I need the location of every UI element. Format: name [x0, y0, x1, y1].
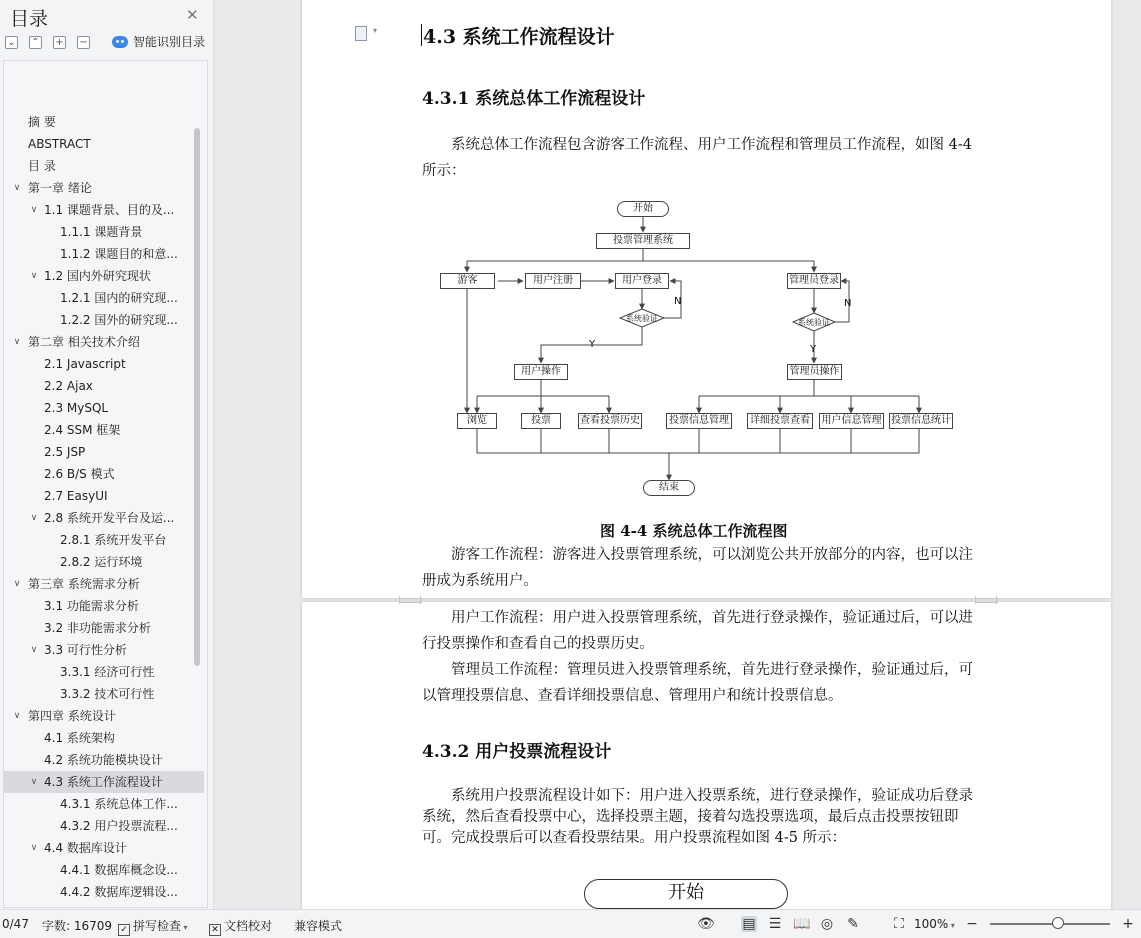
flow-yes-user: Y: [589, 339, 596, 350]
flowchart: [437, 197, 957, 499]
spell-check-button[interactable]: ✓ 拼写检查 ▾: [118, 917, 188, 936]
read-mode-icon[interactable]: 📖: [793, 916, 811, 932]
toc-list[interactable]: [3, 60, 208, 908]
toc-item-label: 1.1.2 课题目的和意...: [60, 247, 178, 261]
status-bar: [0, 909, 1141, 938]
toc-item-label: 1.2.1 国内的研究现...: [60, 291, 178, 305]
paragraph-guest: 游客工作流程：游客进入投票管理系统，可以浏览公共开放部分的内容，也可以注册成为系统用户。: [422, 547, 973, 589]
toc-item[interactable]: [4, 661, 204, 683]
toc-item[interactable]: [4, 771, 204, 793]
toc-item[interactable]: [4, 199, 204, 221]
toc-item-label: 2.3 MySQL: [44, 401, 109, 415]
toc-toolbar: [5, 34, 101, 50]
zoom-out-icon[interactable]: −: [966, 916, 978, 932]
add-level-icon[interactable]: +: [53, 36, 66, 49]
toc-item-label: 4.4.2 数据库逻辑设...: [60, 885, 178, 899]
toc-item-label: 4.2 系统功能模块设计: [44, 753, 163, 767]
toc-item-label: 2.1 Javascript: [44, 357, 126, 371]
toc-item-label: 2.2 Ajax: [44, 379, 93, 393]
flow-vote: 投票: [521, 413, 561, 429]
pen-icon[interactable]: ✎: [847, 916, 859, 932]
chevron-down-icon[interactable]: ∨: [30, 843, 38, 853]
toc-item[interactable]: [4, 463, 204, 485]
flow-start: 开始: [617, 201, 669, 217]
toc-item-label: 1.1.1 课题背景: [60, 225, 143, 239]
toc-title: 目录: [10, 8, 49, 30]
toc-item-label: 第三章 系统需求分析: [28, 577, 140, 591]
remove-level-icon[interactable]: −: [77, 36, 90, 49]
flow-vote-mgmt: 投票信息管理: [666, 413, 732, 429]
flow-verify-admin: 系统验证: [798, 318, 830, 327]
toc-item-label: 第二章 相关技术介绍: [28, 335, 140, 349]
toc-item[interactable]: [4, 353, 204, 375]
flow-yes-admin: Y: [810, 344, 817, 355]
chevron-down-icon[interactable]: ∨: [30, 271, 38, 281]
paragraph-vote-flow: 系统用户投票流程设计如下：用户进入投票系统，进行登录操作，验证成功后登录系统，然后查看投票中心，选择投票主题，接着勾选投票选项，最后点击投票按钮即可。完成投票后可以查看投票结果。用户投票流程如图 4-5 所示：: [422, 788, 973, 846]
chevron-down-icon[interactable]: ∨: [13, 183, 21, 193]
flow-system: 投票管理系统: [596, 233, 690, 249]
flow-guest: 游客: [440, 273, 495, 289]
chevron-down-icon[interactable]: ∨: [30, 205, 38, 215]
toc-item-label: 4.4 数据库设计: [44, 841, 127, 855]
heading-4-3-1: 4.3.1 系统总体工作流程设计: [422, 89, 646, 109]
toc-item-label: 4.3.2 用户投票流程...: [60, 819, 178, 833]
toc-item[interactable]: [4, 617, 204, 639]
chevron-down-icon[interactable]: ∨: [13, 579, 21, 589]
flow-stats: 投票信息统计: [889, 413, 953, 429]
proofread-icon: ✕: [209, 924, 221, 936]
toc-item-label: 3.3.2 技术可行性: [60, 687, 155, 701]
toc-item-label: ABSTRACT: [28, 137, 91, 151]
toc-item[interactable]: [4, 507, 204, 529]
toc-item[interactable]: [4, 793, 204, 815]
toc-item[interactable]: [4, 177, 204, 199]
toc-item[interactable]: [4, 331, 204, 353]
compat-mode: 兼容模式: [294, 919, 343, 933]
smart-toc-button[interactable]: [112, 33, 205, 50]
chevron-down-icon[interactable]: ∨: [13, 711, 21, 721]
toc-item-label: 4.3.1 系统总体工作...: [60, 797, 178, 811]
flow-user-op: 用户操作: [514, 364, 568, 380]
toc-item[interactable]: [4, 573, 204, 595]
toc-item-label: 2.8.1 系统开发平台: [60, 533, 167, 547]
flow-verify-user: 系统验证: [626, 314, 658, 323]
chevron-down-icon[interactable]: ∨: [13, 337, 21, 347]
zoom-value: 100%: [914, 917, 949, 931]
toc-item[interactable]: [4, 397, 204, 419]
toc-item[interactable]: [4, 639, 204, 661]
figure-caption: 图 4-4 系统总体工作流程图: [600, 522, 788, 540]
toc-item-label: 4.4.1 数据库概念设...: [60, 863, 178, 877]
toc-item-label: 2.4 SSM 框架: [44, 423, 121, 437]
toc-item[interactable]: [4, 881, 204, 903]
toc-item-label: 摘 要: [28, 115, 56, 129]
toc-item[interactable]: [4, 221, 204, 243]
robot-icon: [112, 36, 128, 48]
toc-item-label: 4.1 系统架构: [44, 731, 115, 745]
flow-admin-login: 管理员登录: [787, 273, 841, 289]
paragraph-intro: 系统总体工作流程包含游客工作流程、用户工作流程和管理员工作流程，如图 4-4 所示：: [422, 137, 972, 179]
flow-no-admin: N: [844, 298, 852, 309]
flow-end: 结束: [643, 480, 695, 496]
zoom-slider-track[interactable]: [990, 923, 1110, 925]
fit-page-icon[interactable]: ⛶: [894, 916, 904, 932]
toc-item[interactable]: [4, 243, 204, 265]
toc-item[interactable]: [4, 133, 204, 155]
proofread-label: 文档校对: [224, 919, 273, 933]
toc-item[interactable]: [4, 529, 204, 551]
expand-icon[interactable]: ⌃: [29, 36, 42, 49]
toc-item[interactable]: [4, 309, 204, 331]
toc-item[interactable]: [4, 705, 204, 727]
toc-item-label: 3.3.1 经济可行性: [60, 665, 155, 679]
toc-item[interactable]: [4, 815, 204, 837]
toc-item-label: 3.1 功能需求分析: [44, 599, 139, 613]
toc-item-label: 2.8.2 运行环境: [60, 555, 143, 569]
toc-item[interactable]: [4, 683, 204, 705]
toc-item[interactable]: [4, 859, 204, 881]
page-break-mark-left: [399, 596, 421, 604]
flow-admin-op: 管理员操作: [787, 364, 842, 380]
flow-browse: 浏览: [457, 413, 497, 429]
heading-4-3-2: 4.3.2 用户投票流程设计: [422, 742, 612, 762]
toc-item-label: 4.3 系统工作流程设计: [44, 775, 163, 789]
toc-item-label: 2.7 EasyUI: [44, 489, 108, 503]
toc-item[interactable]: [4, 287, 204, 309]
toc-item[interactable]: [4, 837, 204, 859]
flow-detail: 详细投票查看: [747, 413, 813, 429]
close-icon[interactable]: ✕: [186, 6, 199, 24]
flow-history: 查看投票历史: [578, 413, 642, 429]
check-icon: ✓: [118, 924, 130, 936]
heading-4-3: 4.3 系统工作流程设计: [423, 26, 615, 48]
page-view-icon[interactable]: ▤: [742, 916, 756, 932]
toc-item-label: 2.5 JSP: [44, 445, 86, 459]
collapse-icon[interactable]: ⌄: [5, 36, 18, 49]
zoom-slider-knob[interactable]: [1052, 917, 1064, 929]
page-count[interactable]: 0/47: [2, 917, 29, 931]
zoom-level[interactable]: 100% ▾: [914, 917, 955, 931]
page-break-mark-right: [975, 596, 997, 604]
outline-view-icon[interactable]: ☰: [768, 916, 782, 932]
flowchart-lines: [437, 197, 957, 499]
toc-item-label: 第一章 绪论: [28, 181, 92, 195]
toc-item[interactable]: [4, 111, 204, 133]
spell-check-label: 拼写检查: [133, 919, 182, 933]
chevron-down-icon[interactable]: ∨: [30, 777, 38, 787]
toc-item-label: 1.2.2 国外的研究现...: [60, 313, 178, 327]
eye-icon[interactable]: 👁: [697, 916, 715, 932]
word-count[interactable]: 字数: 16709: [42, 919, 113, 933]
toc-item[interactable]: [4, 727, 204, 749]
paragraph-admin: 管理员工作流程：管理员进入投票管理系统，首先进行登录操作，验证通过后，可以管理投票信息、查看详细投票信息、管理用户和统计投票信息。: [422, 662, 973, 704]
toc-item[interactable]: [4, 265, 204, 287]
document-icon[interactable]: [355, 26, 367, 41]
smart-toc-label: 智能识别目录: [133, 35, 206, 49]
paragraph-user: 用户工作流程：用户进入投票管理系统，首先进行登录操作，验证通过后，可以进行投票操作和查看自己的投票历史。: [422, 610, 973, 652]
toc-item-label: 2.6 B/S 模式: [44, 467, 115, 481]
toc-item-label: 第四章 系统设计: [28, 709, 116, 723]
toc-scrollbar[interactable]: [194, 128, 200, 666]
toc-item[interactable]: [4, 595, 204, 617]
toc-item[interactable]: [4, 485, 204, 507]
toc-item-label: 1.1 课题背景、目的及...: [44, 203, 175, 217]
chevron-down-icon[interactable]: ∨: [30, 513, 38, 523]
toc-item-label: 1.2 国内外研究现状: [44, 269, 151, 283]
toc-item[interactable]: [4, 441, 204, 463]
flow-user-login: 用户登录: [615, 273, 669, 289]
toc-item-label: 3.3 可行性分析: [44, 643, 127, 657]
toc-item-label: 3.2 非功能需求分析: [44, 621, 151, 635]
zoom-in-icon[interactable]: +: [1122, 916, 1134, 932]
flow-no-user: N: [674, 296, 682, 307]
toc-sidebar: [0, 0, 214, 909]
chevron-down-icon[interactable]: ∨: [30, 645, 38, 655]
toc-item-label: 2.8 系统开发平台及运...: [44, 511, 175, 525]
flow2-start: 开始: [584, 879, 788, 909]
flow-register: 用户注册: [525, 273, 581, 289]
toc-item[interactable]: [4, 551, 204, 573]
text-cursor: [421, 24, 422, 46]
toc-item-label: 目 录: [28, 159, 56, 173]
toc-item[interactable]: [4, 749, 204, 771]
toc-item[interactable]: [4, 375, 204, 397]
flow-user-mgmt: 用户信息管理: [819, 413, 884, 429]
web-view-icon[interactable]: ◎: [820, 916, 834, 932]
proofread-button[interactable]: [209, 917, 272, 936]
toc-item[interactable]: [4, 155, 204, 177]
toc-item[interactable]: [4, 419, 204, 441]
